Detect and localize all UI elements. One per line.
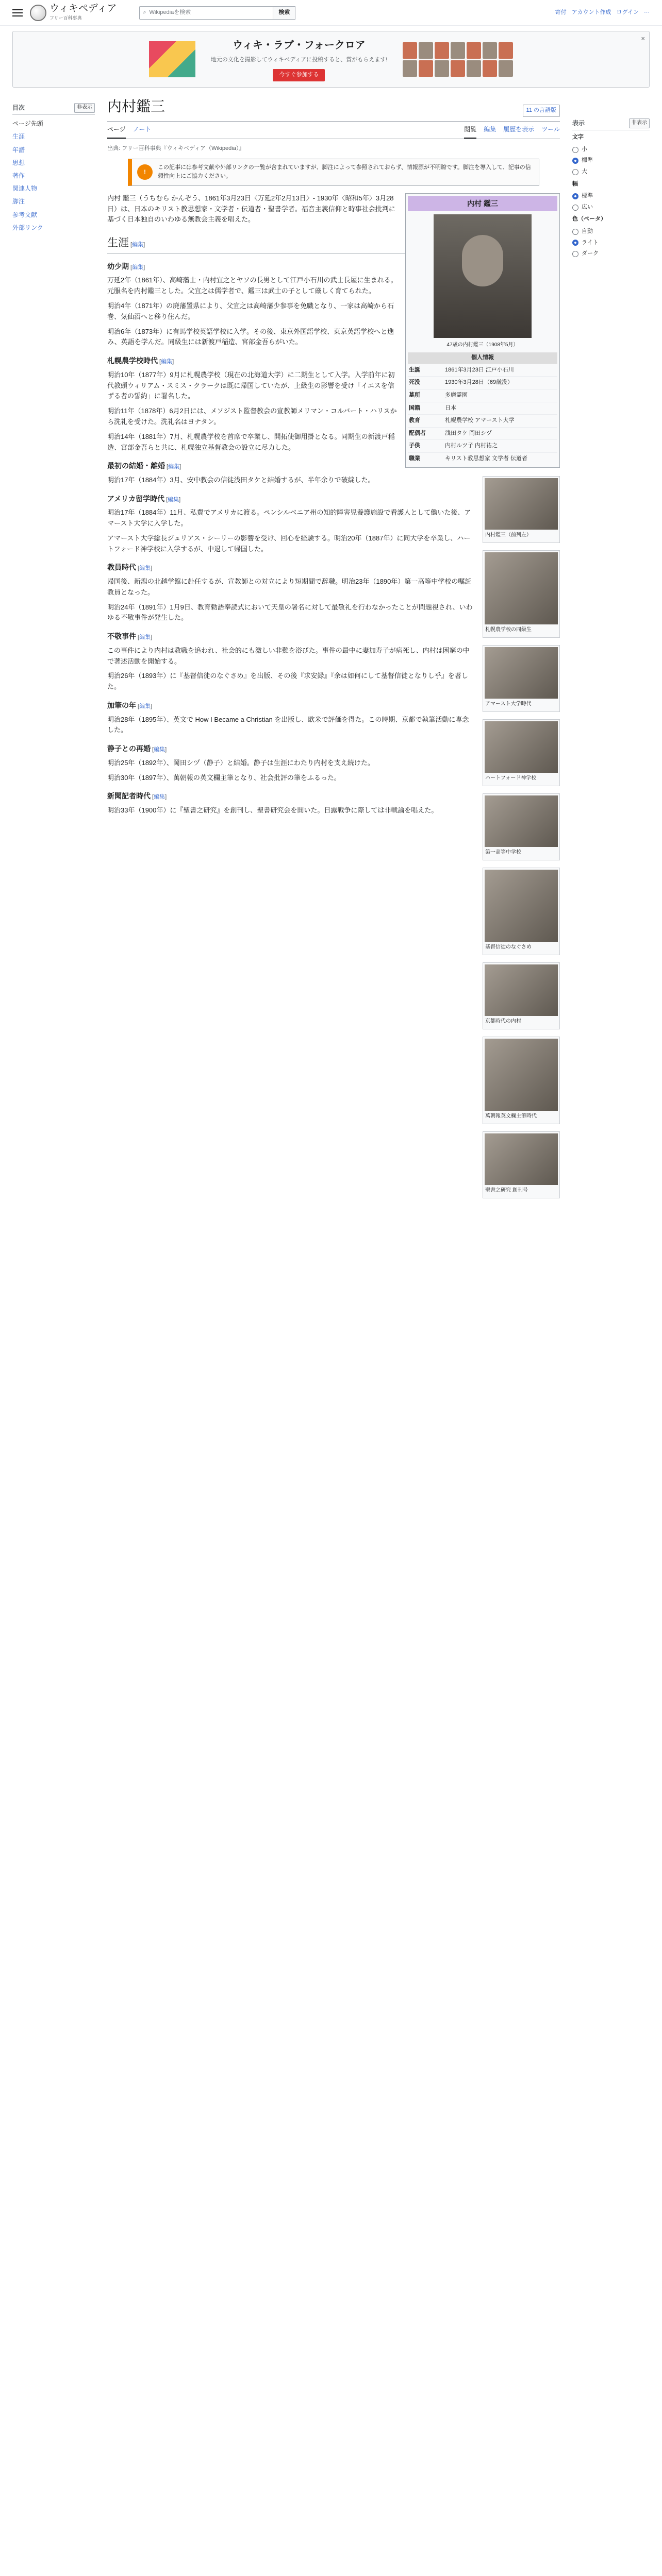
radio-label: 大	[582, 168, 587, 175]
thumbnail-image[interactable]	[485, 1039, 558, 1111]
donate-link[interactable]: 寄付	[555, 9, 567, 15]
thumbnail-figure	[483, 962, 560, 1029]
paragraph: 明治33年（1900年）に『聖書之研究』を創刊し、聖書研究会を開いた。日露戦争に際しては非戦論を唱えた。	[107, 806, 438, 814]
article-intro: 内村 鑑三（うちむら かんぞう、1861年3月23日〈万延2年2月13日〉- 1930年〈昭和5年〉3月28日）は、日本のキリスト教思想家・文学者・伝道者・聖書学者。福音主義信仰と時事社会批判に基づく日本独自のいわゆる無教会主義を唱えた。	[107, 194, 395, 224]
site-logo[interactable]	[30, 4, 117, 22]
paragraph: 明治10年（1877年）9月に札幌農学校（現在の北海道大学）に二期生として入学。入学前年に初代教頭ウィリアム・スミス・クラークは既に帰国していたが、上級生の影響を受け「イエスを信ずる者の誓約」に署名した。	[107, 370, 395, 400]
thumbnail-figure	[483, 645, 560, 712]
edit-section-link[interactable]: [編集]	[136, 634, 153, 641]
table-of-contents	[12, 88, 95, 1204]
text-size-option[interactable]	[572, 166, 650, 178]
infobox	[405, 193, 560, 468]
thumbnail-caption: 基督信徒のなぐさめ	[485, 944, 532, 950]
radio-label: 広い	[582, 204, 593, 210]
thumbnail-image[interactable]	[485, 478, 558, 530]
thumbnail-caption: 京都時代の内村	[485, 1018, 521, 1024]
edit-section-link[interactable]: [編集]	[164, 496, 181, 503]
banner-subtitle: 地元の文化を撮影してウィキペディアに投稿すると、賞がもらえます!	[210, 57, 388, 63]
appearance-hide-button[interactable]: 非表示	[629, 118, 650, 128]
heading-text: 不敬事件	[107, 632, 136, 641]
paragraph: 明治6年（1873年）に有馬学校英語学校に入学。その後、東京外国語学校、東京英語学校へと進み、英語を学んだ。同級生には新渡戸稲造、宮部金吾らがいた。	[107, 327, 394, 346]
thumbnail-image[interactable]	[485, 721, 558, 773]
thumbnail-figure	[483, 1037, 560, 1124]
text-size-option[interactable]	[572, 155, 650, 166]
infobox-value: 多磨霊園	[445, 392, 468, 398]
infobox-key: 配偶者	[409, 430, 426, 436]
thumbnail-caption: 札幌農学校の同級生	[485, 626, 532, 633]
tab-talk[interactable]: ノート	[133, 125, 152, 133]
page-tabs	[107, 122, 560, 139]
toc-hide-button[interactable]: 非表示	[74, 103, 95, 113]
radio-label: 自動	[582, 228, 593, 234]
heading-text: 札幌農学校時代	[107, 357, 158, 365]
infobox-section: 個人情報	[408, 352, 557, 364]
paragraph: 明治30年（1897年）、萬朝報の英文欄主筆となり、社会批評の筆をふるった。	[107, 773, 341, 782]
appearance-panel	[572, 88, 650, 1204]
paragraph: 明治17年（1884年）11月、私費でアメリカに渡る。ペンシルベニア州の知的障害児養護施設で看護人として働いた後、アマースト大学に入学した。	[107, 509, 471, 528]
paragraph: 明治28年（1895年）、英文で How I Became a Christian を出版し、欧米で評価を得た。この時期、京都で執筆活動に専念した。	[107, 715, 469, 734]
edit-link[interactable]: 編集	[132, 242, 144, 248]
warning-icon: !	[137, 164, 153, 180]
heading-text: 生涯	[107, 236, 129, 249]
heading-text: 幼少期	[107, 262, 129, 270]
edit-section-link[interactable]: [編集]	[158, 359, 174, 365]
radio-icon	[572, 229, 578, 235]
tab-edit[interactable]: 編集	[484, 125, 496, 133]
edit-link[interactable]: 編集	[132, 264, 144, 270]
radio-icon	[572, 147, 578, 153]
radio-icon	[572, 158, 578, 164]
tab-page[interactable]: ページ	[107, 122, 126, 139]
edit-section-link[interactable]: [編集]	[151, 747, 167, 753]
menu-icon[interactable]	[12, 9, 23, 16]
portrait-caption: 47歳の内村鑑三（1908年5月）	[446, 342, 519, 348]
radio-icon	[572, 251, 578, 257]
wikipedia-globe-icon	[30, 5, 46, 21]
infobox-row	[408, 414, 557, 427]
user-links	[555, 8, 650, 18]
tab-tools[interactable]: ツール	[541, 125, 560, 133]
search-form	[139, 6, 295, 20]
maintenance-notice	[128, 159, 539, 186]
color-option[interactable]	[572, 238, 650, 249]
login-link[interactable]: ログイン	[616, 9, 639, 15]
main-content	[95, 88, 572, 1204]
infobox-row	[408, 439, 557, 452]
campaign-banner	[12, 31, 650, 88]
edit-link[interactable]: 編集	[139, 703, 151, 710]
radio-icon	[572, 205, 578, 211]
edit-section-link[interactable]: [編集]	[165, 464, 181, 470]
edit-section-link[interactable]: [編集]	[136, 565, 153, 572]
edit-link[interactable]: 編集	[154, 794, 166, 801]
banner-photo-collage	[403, 42, 513, 77]
toc-item[interactable]: 参考文献	[12, 211, 38, 218]
radio-label: 標準	[582, 157, 593, 164]
paragraph: 明治17年（1884年）3月、安中教会の信徒浅田タケと結婚するが、半年余りで破綻した。	[107, 476, 375, 484]
edit-link[interactable]: 編集	[161, 359, 173, 365]
search-input[interactable]	[139, 6, 273, 20]
toc-item[interactable]: 思想	[12, 159, 25, 166]
search-placeholder: Wikipediaを検索	[149, 9, 191, 15]
paragraph: 明治25年（1892年）、岡田シヅ（静子）と結婚。静子は生涯にわたり内村を支え続けた。	[107, 758, 374, 767]
infobox-key: 死没	[409, 379, 420, 386]
language-button[interactable]: 11 の言語版	[523, 105, 560, 117]
infobox-key: 国籍	[409, 404, 420, 411]
thumbnail-caption: 聖書之研究 創刊号	[485, 1187, 528, 1193]
site-tagline: フリー百科事典	[49, 15, 82, 21]
toc-item[interactable]: 生涯	[12, 133, 25, 141]
infobox-key: 職業	[409, 455, 420, 462]
infobox-row	[408, 364, 557, 377]
infobox-row	[408, 452, 557, 465]
toc-item[interactable]: ページ先頭	[12, 120, 43, 128]
thumbnail-caption: 萬朝報英文欄主筆時代	[485, 1113, 537, 1119]
portrait-image[interactable]	[434, 214, 532, 338]
color-label: 色（ベータ）	[572, 216, 606, 223]
heading-text: 加筆の年	[107, 701, 136, 710]
notice-text: この記事には参考文献や外部リンクの一覧が含まれていますが、脚注によって参照されておらず、情報源が不明瞭です。脚注を導入して、記事の信頼性向上にご協力ください。	[158, 164, 531, 180]
width-option[interactable]	[572, 191, 650, 202]
radio-label: 小	[582, 146, 587, 152]
toc-title: 目次	[12, 104, 25, 111]
paragraph: 明治26年（1893年）に『基督信徒のなぐさめ』を出版、その後『求安録』『余は如何にして基督信徒となりし乎』を著した。	[107, 672, 468, 691]
thumbnail-figure	[483, 719, 560, 786]
thumbnail-caption: アマースト大学時代	[485, 701, 532, 707]
thumbnail-image[interactable]	[485, 552, 558, 624]
more-menu-icon[interactable]: ⋯	[644, 9, 650, 15]
edit-link[interactable]: 編集	[139, 634, 151, 641]
radio-label: ライト	[582, 239, 599, 246]
infobox-value: 浅田タケ 岡田シヅ	[445, 430, 492, 436]
toc-item[interactable]: 関連人物	[12, 185, 38, 193]
infobox-value: 1861年3月23日 江戸小石川	[445, 366, 514, 373]
toc-item[interactable]: 年譜	[12, 146, 25, 154]
radio-icon	[572, 169, 578, 175]
infobox-key: 子供	[409, 443, 420, 449]
radio-icon	[572, 193, 578, 199]
paragraph: 明治4年（1871年）の廃藩置県により、父宜之は高崎藩少参事を免職となり、一家は高崎から石巻、気仙沼へと移り住んだ。	[107, 301, 394, 320]
infobox-value: 日本	[445, 404, 456, 411]
infobox-row	[408, 427, 557, 440]
infobox-key: 墓所	[409, 392, 420, 398]
infobox-key: 教育	[409, 417, 420, 424]
heading-text: 静子との再婚	[107, 744, 151, 753]
text-size-option[interactable]	[572, 144, 650, 156]
edit-link[interactable]: 編集	[168, 496, 179, 503]
article-source: 出典: フリー百科事典『ウィキペディア（Wikipedia）』	[107, 145, 245, 151]
thumbnail-image[interactable]	[485, 964, 558, 1016]
infobox-key: 生誕	[409, 366, 420, 373]
banner-logo	[149, 41, 195, 77]
heading-text: 教員時代	[107, 563, 136, 572]
banner-text	[211, 37, 388, 81]
infobox-value: キリスト教思想家 文学者 伝道者	[445, 455, 527, 462]
thumbnail-image[interactable]	[485, 647, 558, 699]
thumbnail-caption: 第一高等中学校	[485, 849, 521, 855]
thumbnail-image[interactable]	[485, 870, 558, 942]
site-name: ウィキペディア	[49, 3, 117, 14]
create-account-link[interactable]: アカウント作成	[571, 9, 611, 15]
width-label: 幅	[572, 180, 578, 187]
article-body	[107, 193, 560, 1204]
paragraph: 明治14年（1881年）7月、札幌農学校を首席で卒業し、開拓使御用掛となる。同期生の新渡戸稲造、宮部金吾らと共に、札幌独立基督教会の設立に尽力した。	[107, 432, 395, 451]
paragraph: 万延2年（1861年）、高崎藩士・内村宜之とヤソの長男として江戸小石川の武士長屋に生まれる。元服名を内村鑑三とした。父宜之は儒学者で、鑑三は武士の子として厳しく育てられた。	[107, 276, 398, 295]
radio-icon	[572, 240, 578, 246]
thumbnail-image[interactable]	[485, 795, 558, 847]
infobox-value: 内村ルツ子 内村祐之	[445, 443, 498, 449]
paragraph: 明治24年（1891年）1月9日、教育勅語奉読式において天皇の署名に対して最敬礼を行わなかったことが問題視され、いわゆる不敬事件が発生した。	[107, 603, 473, 622]
edit-section-link[interactable]: [編集]	[129, 264, 145, 270]
heading-text: 新聞記者時代	[107, 792, 151, 801]
search-button[interactable]: 検索	[273, 6, 295, 20]
heading-text: 最初の結婚・離婚	[107, 462, 165, 470]
width-option[interactable]	[572, 202, 650, 213]
infobox-row	[408, 402, 557, 415]
thumbnail-figure	[483, 1131, 560, 1198]
tab-history[interactable]: 履歴を表示	[503, 125, 535, 133]
paragraph: 明治11年（1878年）6月2日には、メソジスト監督教会の宣教師メリマン・コルバート・ハリスから洗礼を受けた。洗礼名はヨナタン。	[107, 407, 397, 426]
paragraph: 帰国後、新潟の北越学館に赴任するが、宣教師との対立により短期間で辞職。明治23年（1890年）第一高等中学校の嘱託教員となった。	[107, 578, 472, 596]
toc-item[interactable]: 著作	[12, 172, 25, 179]
edit-link[interactable]: 編集	[139, 565, 151, 572]
color-option[interactable]	[572, 226, 650, 238]
edit-section-link[interactable]: [編集]	[151, 794, 167, 801]
thumbnail-figure	[483, 868, 560, 955]
thumbnail-figure	[483, 550, 560, 638]
infobox-value: 1930年3月28日（69歳没）	[445, 379, 514, 386]
text-size-label: 文字	[572, 134, 584, 141]
banner-join-button[interactable]: 今すぐ参加する	[273, 69, 325, 81]
thumbnail-figure	[483, 793, 560, 860]
paragraph: この事件により内村は教職を追われ、社会的にも激しい非難を浴びた。事件の最中に妻加寿子が病死し、内村は困窮の中で著述活動を開始する。	[107, 646, 470, 665]
toc-item[interactable]: 脚注	[12, 198, 25, 206]
radio-label: 標準	[582, 193, 593, 199]
heading-text: アメリカ留学時代	[107, 494, 165, 503]
edit-link[interactable]: 編集	[154, 747, 166, 753]
header	[0, 0, 662, 26]
thumbnail-figure	[483, 476, 560, 543]
color-option[interactable]	[572, 248, 650, 260]
infobox-row	[408, 376, 557, 389]
edit-link[interactable]: 編集	[168, 464, 180, 470]
tab-read[interactable]: 閲覧	[464, 122, 476, 139]
paragraph: アマースト大学総長ジュリアス・シーリーの影響を受け、回心を経験する。明治20年（1887年）に同大学を卒業し、ハートフォード神学校に入学するが、中退して帰国した。	[107, 534, 471, 553]
infobox-title: 内村 鑑三	[408, 196, 557, 211]
banner-close-icon[interactable]: ×	[641, 35, 645, 42]
thumbnail-image[interactable]	[485, 1133, 558, 1185]
page-title: 内村鑑三	[107, 99, 166, 115]
infobox-row	[408, 389, 557, 402]
toc-item[interactable]: 外部リンク	[12, 224, 43, 231]
thumbnail-caption: ハートフォード神学校	[485, 775, 537, 781]
edit-section-link[interactable]: [編集]	[136, 703, 153, 710]
appearance-title: 表示	[572, 120, 585, 127]
banner-title: ウィキ・ラブ・フォークロア	[233, 40, 366, 52]
thumbnail-caption: 内村鑑三（前列左）	[485, 532, 532, 538]
search-icon: ⌕	[143, 9, 146, 15]
infobox-value: 札幌農学校 アマースト大学	[445, 417, 515, 424]
edit-section-link[interactable]: [編集]	[129, 242, 145, 248]
radio-label: ダーク	[582, 250, 599, 257]
